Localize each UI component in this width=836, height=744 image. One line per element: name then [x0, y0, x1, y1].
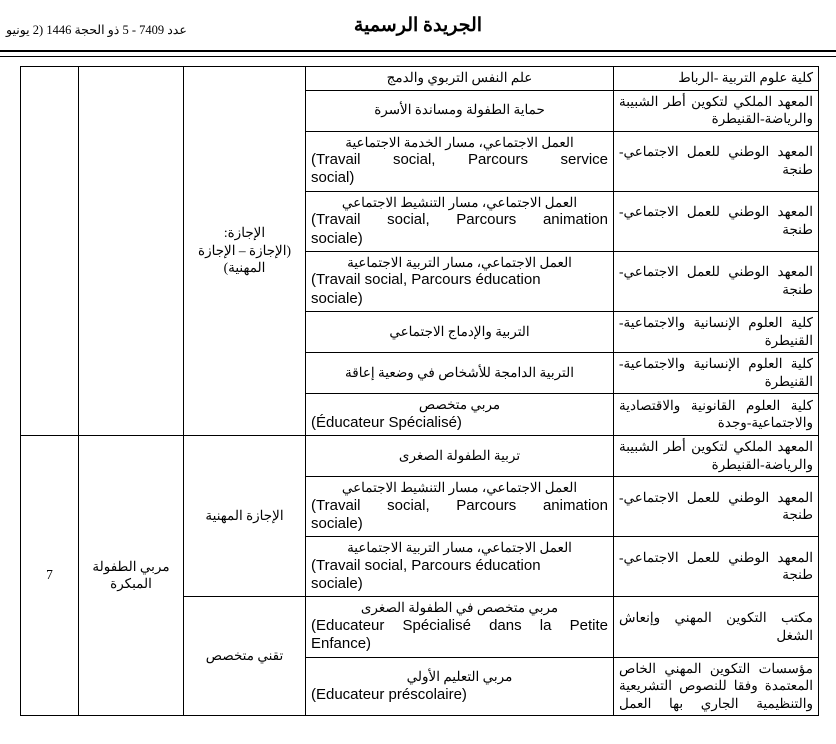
- cell-institution: مكتب التكوين المهني وإنعاش الشغل: [614, 597, 819, 657]
- diploma-line-2: (الإجازة – الإجازة: [198, 242, 291, 258]
- cell-specialization: [306, 67, 614, 91]
- spec-arabic: التربية والإدماج الاجتماعي: [389, 323, 530, 339]
- spec-arabic: العمل الاجتماعي، مسار التربية الاجتماعية: [347, 254, 572, 270]
- cell-specialization: [306, 90, 614, 131]
- spec-french-line-1: (Travail social, Parcours animation: [311, 211, 608, 229]
- issue-number-line: عدد 7409 - 5 ذو الحجة 1446 (2 يونيو: [6, 23, 187, 37]
- cell-specialization: [306, 537, 614, 597]
- spec-french-line-1: (Educateur Spécialisé dans la Petite: [311, 617, 608, 635]
- spec-french-line-2: social): [311, 169, 355, 187]
- qualifications-table: [20, 66, 819, 716]
- cell-specialization: [306, 251, 614, 311]
- cell-row-number: 7: [21, 436, 79, 716]
- cell-specialization: [306, 312, 614, 353]
- cell-institution: كلية العلوم القانونية والاقتصادية والاجتماعية-وجدة: [614, 394, 819, 436]
- spec-french-line-1: (Educateur préscolaire): [311, 685, 467, 703]
- spec-arabic: علم النفس التربوي والدمج: [386, 70, 533, 85]
- cell-specialization: [306, 477, 614, 537]
- spec-french-line-1: (Travail social, Parcours éducation: [311, 271, 541, 289]
- diploma-line-3: المهنية): [223, 260, 266, 276]
- cell-specialization: [306, 394, 614, 436]
- cell-institution: كلية العلوم الإنسانية والاجتماعية-القنيطرة: [614, 312, 819, 353]
- table-row: [21, 67, 819, 91]
- diploma-line-1: الإجازة:: [223, 225, 266, 241]
- cell-specialization: [306, 597, 614, 657]
- spec-arabic: مربي التعليم الأولي: [406, 669, 513, 684]
- spec-arabic: العمل الاجتماعي، مسار التنشيط الاجتماعي: [341, 480, 578, 496]
- cell-institution: المعهد الملكي لتكوين أطر الشبيبة والرياضة-القنيطرة: [614, 90, 819, 131]
- cell-number-blank: [21, 67, 79, 436]
- cell-job-early-childhood-educator: مربي الطفولة المبكرة: [79, 436, 184, 716]
- table-row: [21, 436, 819, 477]
- cell-specialization: [306, 191, 614, 251]
- spec-arabic: العمل الاجتماعي، مسار الخدمة الاجتماعية: [345, 134, 574, 150]
- cell-institution: كلية علوم التربية -الرباط: [614, 67, 819, 91]
- cell-specialization: [306, 657, 614, 716]
- spec-french-line-1: (Travail social, Parcours animation: [311, 496, 608, 514]
- spec-french-line-1: (Travail social, Parcours éducation: [311, 556, 541, 574]
- cell-institution: المعهد الوطني للعمل الاجتماعي-طنجة: [614, 191, 819, 251]
- spec-french-line-2: sociale): [311, 575, 363, 593]
- cell-job-blank: [79, 67, 184, 436]
- spec-arabic: حماية الطفولة ومساندة الأسرة: [374, 102, 545, 118]
- spec-french-line-2: Enfance): [311, 635, 372, 653]
- spec-arabic: العمل الاجتماعي، مسار التنشيط الاجتماعي: [341, 194, 578, 210]
- cell-specialization: [306, 131, 614, 191]
- page-header: [0, 0, 836, 58]
- spec-arabic: تربية الطفولة الصغرى: [398, 447, 521, 463]
- spec-french-line-2: sociale): [311, 289, 363, 307]
- spec-arabic: التربية الدامجة للأشخاص في وضعية إعاقة: [345, 364, 574, 380]
- cell-specialization: [306, 353, 614, 394]
- cell-institution: المعهد الوطني للعمل الاجتماعي-طنجة: [614, 251, 819, 311]
- cell-specialization: [306, 436, 614, 477]
- cell-institution: المعهد الوطني للعمل الاجتماعي-طنجة: [614, 537, 819, 597]
- cell-diploma-licence: [184, 67, 306, 436]
- page-title: الجريدة الرسمية: [353, 15, 483, 36]
- cell-institution: كلية العلوم الإنسانية والاجتماعية-القنيطرة: [614, 353, 819, 394]
- spec-arabic: مربي متخصص: [418, 397, 501, 413]
- cell-institution: المعهد الملكي لتكوين أطر الشبيبة والرياضة-القنيطرة: [614, 436, 819, 477]
- header-divider: [0, 50, 836, 57]
- spec-arabic: مربي متخصص في الطفولة الصغرى: [360, 600, 559, 616]
- spec-french-line-1: (Travail social, Parcours service: [311, 151, 608, 169]
- cell-institution: المعهد الوطني للعمل الاجتماعي-طنجة: [614, 131, 819, 191]
- spec-french-line-1: (Éducateur Spécialisé): [311, 413, 462, 431]
- cell-institution: مؤسسات التكوين المهني الخاص المعتمدة وفقا للنصوص التشريعية والتنظيمية الجاري بها العمل: [614, 657, 819, 716]
- cell-diploma-licence-pro: الإجازة المهنية: [184, 436, 306, 597]
- spec-french-line-2: sociale): [311, 515, 363, 533]
- spec-french-line-2: sociale): [311, 229, 363, 247]
- spec-arabic: العمل الاجتماعي، مسار التربية الاجتماعية: [347, 540, 572, 556]
- cell-institution: المعهد الوطني للعمل الاجتماعي-طنجة: [614, 477, 819, 537]
- cell-diploma-technician: تقني متخصص: [184, 597, 306, 716]
